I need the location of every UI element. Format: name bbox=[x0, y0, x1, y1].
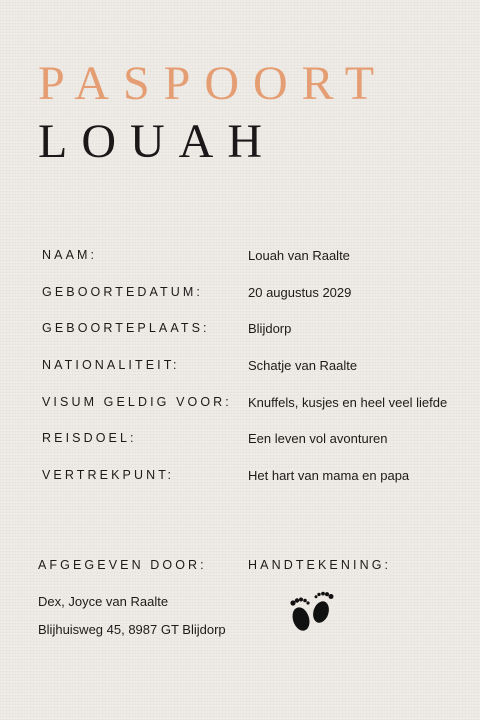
baby-feet-icon bbox=[287, 590, 337, 636]
field-row-vertrekpunt bbox=[0, 468, 480, 488]
field-row-geboortedatum bbox=[0, 285, 480, 305]
document-title: PASPOORT bbox=[38, 57, 389, 110]
field-value: 20 augustus 2029 bbox=[248, 285, 352, 300]
field-value: Een leven vol avonturen bbox=[248, 431, 388, 446]
field-value: Knuffels, kusjes en heel veel liefde bbox=[248, 395, 448, 410]
field-value: Blijdorp bbox=[248, 321, 292, 336]
field-value: Het hart van mama en papa bbox=[248, 468, 410, 483]
field-label: NATIONALITEIT: bbox=[42, 358, 180, 372]
field-label: GEBOORTEPLAATS: bbox=[42, 321, 210, 335]
field-row-visum bbox=[0, 395, 480, 415]
field-row-nationaliteit bbox=[0, 358, 480, 378]
field-value: Schatje van Raalte bbox=[248, 358, 358, 373]
child-name-heading: LOUAH bbox=[38, 115, 276, 168]
issued-by-address: Blijhuisweg 45, 8987 GT Blijdorp bbox=[38, 622, 226, 637]
field-label: NAAM: bbox=[42, 248, 98, 262]
field-row-naam bbox=[0, 248, 480, 268]
field-label: GEBOORTEDATUM: bbox=[42, 285, 204, 299]
field-row-reisdoel bbox=[0, 431, 480, 451]
issued-by-label: AFGEGEVEN DOOR: bbox=[38, 558, 207, 572]
field-row-geboorteplaats bbox=[0, 321, 480, 341]
field-label: VERTREKPUNT: bbox=[42, 468, 175, 482]
issued-by-names: Dex, Joyce van Raalte bbox=[38, 594, 169, 609]
field-value: Louah van Raalte bbox=[248, 248, 350, 263]
signature-label: HANDTEKENING: bbox=[248, 558, 392, 572]
field-label: VISUM GELDIG VOOR: bbox=[42, 395, 232, 409]
field-label: REISDOEL: bbox=[42, 431, 137, 445]
